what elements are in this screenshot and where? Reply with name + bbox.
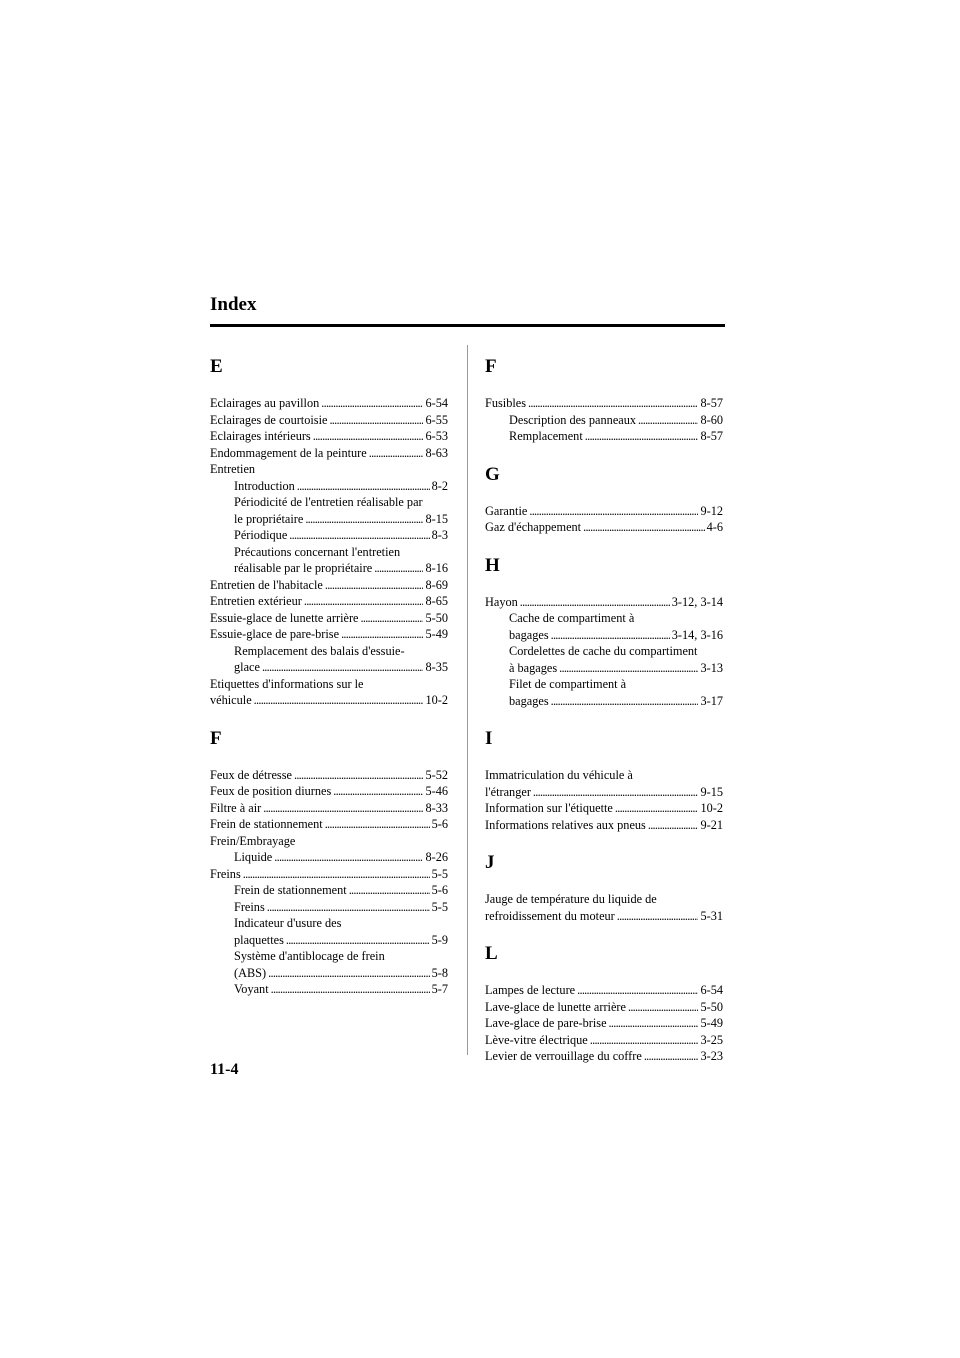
index-subentry: Freins . . . 5-5 — [210, 899, 448, 916]
section-letter: J — [485, 852, 495, 873]
index-subentry: réalisable par le propriétaire . . . 8-16 — [210, 560, 448, 577]
index-entry: Filtre à air . . . 8-33 — [210, 800, 448, 817]
index-subentry: Système d'antiblocage de frein — [234, 949, 385, 963]
section-letter: F — [485, 356, 497, 377]
index-subentry: Cordelettes de cache du compartiment — [509, 644, 698, 658]
index-subentry: Description des panneaux . . . 8-60 — [485, 412, 723, 429]
index-subentry: bagages . . . 3-14, 3-16 — [485, 627, 723, 644]
index-entry: Eclairages de courtoisie . . . 6-55 — [210, 412, 448, 429]
index-section-e — [210, 355, 448, 709]
index-entry: Lampes de lecture . . . 6-54 — [485, 982, 723, 999]
index-entry: Frein de stationnement . . . 5-6 — [210, 816, 448, 833]
index-subentry: Remplacement . . . 8-57 — [485, 428, 723, 445]
index-entry: Frein/Embrayage — [210, 833, 296, 848]
index-subentry: Cache de compartiment à — [509, 611, 635, 625]
index-entry: Lave-glace de pare-brise . . . 5-49 — [485, 1015, 723, 1032]
index-subentry: Remplacement des balais d'essuie- — [234, 643, 405, 658]
header-rule — [210, 324, 725, 327]
index-subentry: à bagages . . . 3-13 — [485, 660, 723, 677]
index-subentry: le propriétaire . . . 8-15 — [210, 511, 448, 528]
index-column-right — [485, 355, 723, 1083]
index-subentry: (ABS) . . . 5-8 — [210, 965, 448, 982]
index-subentry: plaquettes . . . 5-9 — [210, 932, 448, 949]
page-number: 11-4 — [210, 1061, 239, 1078]
index-entry: Eclairages intérieurs . . . 6-53 — [210, 428, 448, 445]
index-entry: Feux de détresse . . . 5-52 — [210, 767, 448, 784]
index-entry: Information sur l'étiquette . . . 10-2 — [485, 800, 723, 817]
index-entry: Etiquettes d'informations sur le — [210, 676, 364, 691]
index-entry: Fusibles . . . 8-57 — [485, 395, 723, 412]
index-subentry: Précautions concernant l'entretien — [234, 544, 401, 559]
section-letter: H — [485, 554, 500, 576]
index-section-j — [485, 851, 723, 924]
index-entry: Hayon . . . 3-12, 3-14 — [485, 594, 723, 611]
index-section-i — [485, 727, 723, 833]
index-subentry: Frein de stationnement . . . 5-6 — [210, 882, 448, 899]
index-entry: Entretien extérieur . . . 8-65 — [210, 593, 448, 610]
index-section-l — [485, 942, 723, 1065]
index-entry: Entretien de l'habitacle . . . 8-69 — [210, 577, 448, 594]
index-entry: Informations relatives aux pneus . . . 9-21 — [485, 817, 723, 834]
page-title: Index — [210, 294, 257, 315]
index-entry: Lève-vitre électrique . . . 3-25 — [485, 1032, 723, 1049]
index-entry: véhicule . . . 10-2 — [210, 692, 448, 709]
index-section-h — [485, 554, 723, 710]
column-divider — [467, 345, 468, 1055]
index-subentry: Filet de compartiment à — [509, 677, 627, 691]
index-entry: Garantie . . . 9-12 — [485, 503, 723, 520]
index-section-f — [210, 727, 448, 998]
index-entry: refroidissement du moteur . . . 5-31 — [485, 908, 723, 925]
index-entry: Feux de position diurnes . . . 5-46 — [210, 783, 448, 800]
index-subentry: glace . . . 8-35 — [210, 659, 448, 676]
index-section-g — [485, 463, 723, 536]
section-letter: I — [485, 728, 493, 749]
index-subentry: Introduction . . . 8-2 — [210, 478, 448, 495]
index-entry: Essuie-glace de lunette arrière . . . 5-50 — [210, 610, 448, 627]
section-letter: L — [485, 943, 498, 964]
index-subentry: bagages . . . 3-17 — [485, 693, 723, 710]
index-entry: Freins . . . 5-5 — [210, 866, 448, 883]
index-entry: Eclairages au pavillon . . . 6-54 — [210, 395, 448, 412]
index-entry: Endommagement de la peinture . . . 8-63 — [210, 445, 448, 462]
index-entry: Levier de verrouillage du coffre . . . 3-23 — [485, 1048, 723, 1065]
section-letter: F — [210, 727, 222, 749]
section-letter: G — [485, 463, 500, 485]
index-subentry: Liquide . . . 8-26 — [210, 849, 448, 866]
index-entry: Gaz d'échappement . . . 4-6 — [485, 519, 723, 536]
index-entry: Entretien — [210, 462, 256, 476]
index-subentry: Indicateur d'usure des — [234, 916, 342, 930]
index-column-left — [210, 355, 448, 1016]
section-letter: E — [210, 356, 223, 377]
index-entry: Immatriculation du véhicule à — [485, 768, 633, 782]
index-section-f — [485, 355, 723, 445]
index-subentry: Périodique . . . 8-3 — [210, 527, 448, 544]
index-entry: l'étranger . . . 9-15 — [485, 784, 723, 801]
index-subentry: Voyant . . . 5-7 — [210, 981, 448, 998]
index-entry: Jauge de température du liquide de — [485, 892, 657, 906]
index-entry: Essuie-glace de pare-brise . . . 5-49 — [210, 626, 448, 643]
index-entry: Lave-glace de lunette arrière . . . 5-50 — [485, 999, 723, 1016]
index-subentry: Périodicité de l'entretien réalisable par — [234, 495, 423, 509]
